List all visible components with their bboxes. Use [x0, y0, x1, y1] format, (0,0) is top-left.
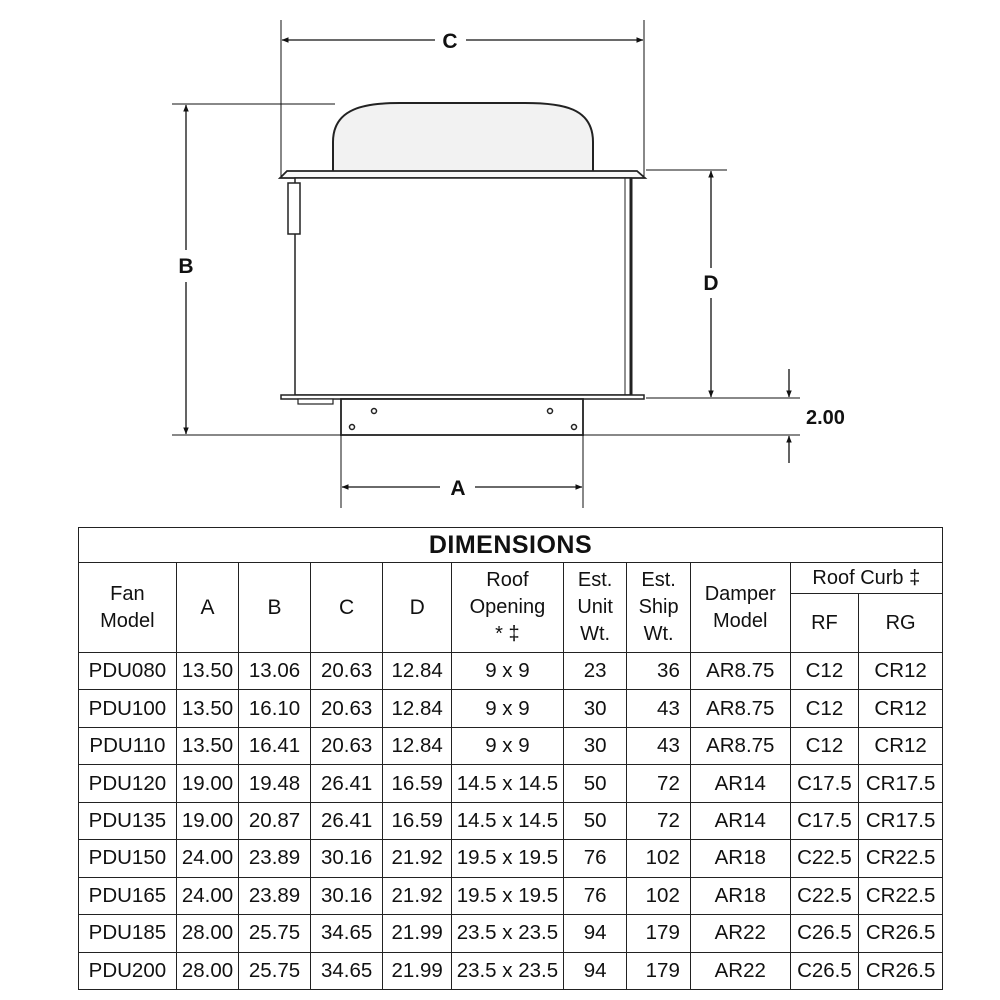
header-roof-opening: [451, 563, 563, 653]
cell-d: 12.84: [383, 690, 452, 727]
cell-damper-model: AR8.75: [690, 690, 790, 727]
cell-roof-opening: 19.5 x 19.5: [451, 840, 563, 877]
cell-damper-model: AR8.75: [690, 727, 790, 764]
table-row: [79, 952, 943, 990]
dim-label-c: C: [442, 30, 458, 53]
header-est-unit-wt-line3: Wt.: [580, 623, 611, 645]
header-roof-opening-line2: Opening: [469, 596, 546, 618]
cell-roof-opening: 9 x 9: [451, 690, 563, 727]
cell-fan-model: PDU080: [79, 653, 177, 690]
cell-roof-opening: 9 x 9: [451, 653, 563, 690]
header-damper-model: [690, 563, 790, 653]
cell-b: 25.75: [239, 952, 311, 990]
cell-a: 13.50: [176, 690, 239, 727]
cell-fan-model: PDU150: [79, 840, 177, 877]
cell-a: 28.00: [176, 915, 239, 952]
header-rf: RF: [790, 594, 859, 653]
cell-est-unit-wt: 94: [563, 915, 627, 952]
dimensions-table: [78, 527, 943, 990]
fan-housing: [280, 103, 645, 435]
cell-roof-opening: 19.5 x 19.5: [451, 877, 563, 914]
cell-damper-model: AR14: [690, 765, 790, 802]
header-est-ship-wt: [627, 563, 691, 653]
dim-label-d: D: [703, 272, 719, 295]
cell-b: 25.75: [239, 915, 311, 952]
cell-d: 21.92: [383, 877, 452, 914]
cell-c: 34.65: [310, 915, 383, 952]
header-d: D: [383, 563, 452, 653]
cell-damper-model: AR18: [690, 877, 790, 914]
cell-d: 21.99: [383, 952, 452, 990]
cell-b: 13.06: [239, 653, 311, 690]
cell-rf: C22.5: [790, 840, 859, 877]
cell-b: 19.48: [239, 765, 311, 802]
cell-d: 21.92: [383, 840, 452, 877]
cell-rf: C17.5: [790, 802, 859, 839]
cell-fan-model: PDU120: [79, 765, 177, 802]
fan-lid: [280, 171, 645, 178]
table-row: [79, 877, 943, 914]
cell-rf: C12: [790, 727, 859, 764]
cell-est-unit-wt: 76: [563, 840, 627, 877]
cell-damper-model: AR14: [690, 802, 790, 839]
table-row: [79, 915, 943, 952]
cell-fan-model: PDU110: [79, 727, 177, 764]
header-fan-model-line2: Model: [100, 609, 155, 632]
cell-damper-model: AR22: [690, 952, 790, 990]
cell-roof-opening: 23.5 x 23.5: [451, 915, 563, 952]
cell-rg: CR22.5: [859, 877, 943, 914]
cell-c: 26.41: [310, 765, 383, 802]
cell-est-unit-wt: 76: [563, 877, 627, 914]
cell-b: 16.10: [239, 690, 311, 727]
side-latch: [288, 183, 300, 234]
cell-rf: C26.5: [790, 915, 859, 952]
cell-rg: CR22.5: [859, 840, 943, 877]
cell-b: 20.87: [239, 802, 311, 839]
cell-d: 16.59: [383, 802, 452, 839]
cell-c: 30.16: [310, 877, 383, 914]
table-title: DIMENSIONS: [79, 528, 943, 563]
cell-est-ship-wt: 179: [627, 915, 691, 952]
header-b: B: [239, 563, 311, 653]
cell-damper-model: AR8.75: [690, 653, 790, 690]
fan-body: [295, 178, 631, 395]
header-fan-model-line1: Fan: [110, 582, 145, 605]
cell-roof-opening: 14.5 x 14.5: [451, 765, 563, 802]
table-row: [79, 765, 943, 802]
cell-fan-model: PDU165: [79, 877, 177, 914]
cell-damper-model: AR22: [690, 915, 790, 952]
cell-rg: CR12: [859, 727, 943, 764]
cell-b: 16.41: [239, 727, 311, 764]
cell-c: 30.16: [310, 840, 383, 877]
header-damper-model-line2: Model: [713, 609, 768, 632]
cell-d: 21.99: [383, 915, 452, 952]
header-est-unit-wt-line2: Unit: [577, 596, 613, 618]
cell-a: 19.00: [176, 765, 239, 802]
cell-rf: C22.5: [790, 877, 859, 914]
curb-section: [341, 399, 583, 435]
cell-c: 34.65: [310, 952, 383, 990]
cell-rg: CR17.5: [859, 802, 943, 839]
header-est-ship-wt-line2: Ship: [638, 596, 679, 618]
cell-a: 13.50: [176, 653, 239, 690]
cell-est-ship-wt: 102: [627, 840, 691, 877]
cell-rg: CR17.5: [859, 765, 943, 802]
dimensions-table-body: [79, 653, 943, 990]
cell-est-unit-wt: 94: [563, 952, 627, 990]
cell-d: 16.59: [383, 765, 452, 802]
cell-d: 12.84: [383, 727, 452, 764]
cell-rg: CR12: [859, 653, 943, 690]
cell-rf: C17.5: [790, 765, 859, 802]
cell-a: 24.00: [176, 877, 239, 914]
cell-est-ship-wt: 102: [627, 877, 691, 914]
cell-est-ship-wt: 43: [627, 727, 691, 764]
cell-fan-model: PDU185: [79, 915, 177, 952]
cell-rg: CR12: [859, 690, 943, 727]
cell-est-unit-wt: 23: [563, 653, 627, 690]
cell-est-unit-wt: 30: [563, 727, 627, 764]
header-roof-curb: Roof Curb ‡: [790, 563, 942, 594]
cell-c: 20.63: [310, 690, 383, 727]
cell-est-ship-wt: 72: [627, 802, 691, 839]
cell-roof-opening: 9 x 9: [451, 727, 563, 764]
fan-dome: [333, 103, 593, 172]
header-a: A: [176, 563, 239, 653]
cell-a: 28.00: [176, 952, 239, 990]
cell-rf: C12: [790, 690, 859, 727]
cell-est-ship-wt: 72: [627, 765, 691, 802]
cell-a: 24.00: [176, 840, 239, 877]
header-damper-model-line1: Damper: [704, 582, 776, 605]
cell-c: 26.41: [310, 802, 383, 839]
header-est-ship-wt-line1: Est.: [641, 569, 676, 591]
cell-d: 12.84: [383, 653, 452, 690]
cell-est-ship-wt: 36: [627, 653, 691, 690]
cell-roof-opening: 14.5 x 14.5: [451, 802, 563, 839]
cell-fan-model: PDU200: [79, 952, 177, 990]
table-row: [79, 840, 943, 877]
cell-est-ship-wt: 179: [627, 952, 691, 990]
dim-label-a: A: [450, 477, 466, 500]
dim-label-b: B: [178, 255, 194, 278]
cell-rf: C26.5: [790, 952, 859, 990]
cell-roof-opening: 23.5 x 23.5: [451, 952, 563, 990]
table-row: [79, 653, 943, 690]
cell-fan-model: PDU100: [79, 690, 177, 727]
cell-rg: CR26.5: [859, 915, 943, 952]
header-est-ship-wt-line3: Wt.: [643, 623, 674, 645]
table-row: [79, 690, 943, 727]
header-fan-model: [79, 563, 177, 653]
cell-b: 23.89: [239, 877, 311, 914]
cell-est-ship-wt: 43: [627, 690, 691, 727]
cell-fan-model: PDU135: [79, 802, 177, 839]
table-row: [79, 727, 943, 764]
cell-c: 20.63: [310, 727, 383, 764]
table-row: [79, 802, 943, 839]
dim-label-curb-height: 2.00: [806, 407, 845, 429]
cell-est-unit-wt: 50: [563, 765, 627, 802]
cell-b: 23.89: [239, 840, 311, 877]
header-est-unit-wt: [563, 563, 627, 653]
cell-est-unit-wt: 50: [563, 802, 627, 839]
cell-rf: C12: [790, 653, 859, 690]
cell-damper-model: AR18: [690, 840, 790, 877]
header-roof-opening-line3: * ‡: [495, 623, 520, 645]
cell-c: 20.63: [310, 653, 383, 690]
header-roof-opening-line1: Roof: [486, 569, 529, 591]
cell-rg: CR26.5: [859, 952, 943, 990]
cell-a: 19.00: [176, 802, 239, 839]
header-rg: RG: [859, 594, 943, 653]
cell-est-unit-wt: 30: [563, 690, 627, 727]
cell-a: 13.50: [176, 727, 239, 764]
header-est-unit-wt-line1: Est.: [577, 569, 613, 591]
header-c: C: [310, 563, 383, 653]
